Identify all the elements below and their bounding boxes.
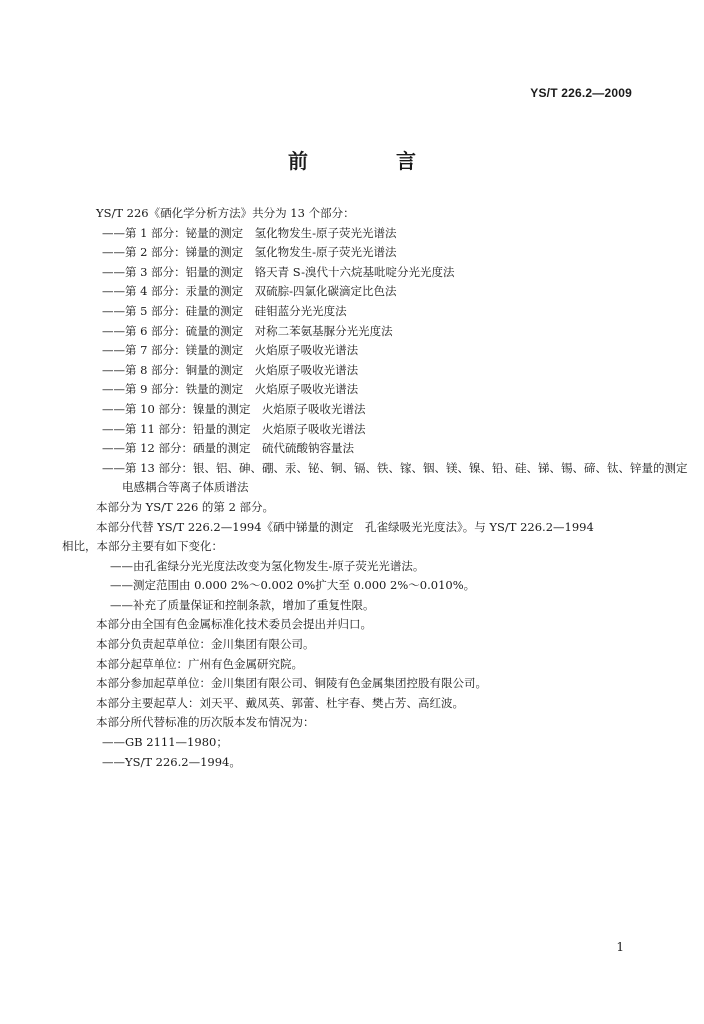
dash-prefix: ——: [102, 284, 125, 299]
list-item-text: 第 4 部分：汞量的测定 双硫腙-四氯化碳滴定比色法: [125, 284, 397, 299]
dash-prefix: ——: [102, 303, 125, 318]
list-item: [62, 263, 642, 283]
dash-prefix: ——: [102, 401, 125, 416]
list-item: [62, 282, 642, 302]
dash-prefix: ——: [102, 421, 125, 436]
list-item-text: 第 11 部分：铅量的测定 火焰原子吸收光谱法: [125, 421, 366, 436]
list-item: [62, 596, 642, 616]
replace-paragraph-line1: 本部分代替 YS/T 226.2—1994《硒中锑量的测定 孔雀绿吸光光度法》。与 YS/T 226.2—1994: [96, 519, 594, 534]
list-item-text: GB 2111—1980；: [125, 735, 228, 750]
info-line: 本部分主要起草人：刘天平、戴凤英、郭蕾、杜宇春、樊占芳、高红波。: [96, 695, 464, 710]
dash-prefix: ——: [102, 441, 125, 456]
list-item: [62, 361, 642, 381]
statement-paragraph: 本部分为 YS/T 226 的第 2 部分。: [96, 499, 275, 514]
list-item-text: 第 5 部分：硅量的测定 硅钼蓝分光光度法: [125, 303, 347, 318]
dash-prefix: ——: [102, 735, 125, 750]
list-item-text: 第 7 部分：镁量的测定 火焰原子吸收光谱法: [125, 343, 359, 358]
info-line: 本部分参加起草单位：金川集团有限公司、铜陵有色金属集团控股有限公司。: [96, 676, 487, 691]
list-item: [62, 341, 642, 361]
list-item-text: 第 10 部分：镍量的测定 火焰原子吸收光谱法: [125, 401, 366, 416]
list-item-text: 第 12 部分：硒量的测定 硫代硫酸钠容量法: [125, 441, 354, 456]
dash-prefix: ——: [110, 558, 133, 573]
list-item-text: 第 3 部分：铝量的测定 铬天青 S-溴代十六烷基吡啶分光光度法: [125, 264, 455, 279]
info-line: 本部分起草单位：广州有色金属研究院。: [96, 656, 303, 671]
dash-prefix: ——: [102, 225, 125, 240]
list-item: [62, 733, 642, 753]
dash-prefix: ——: [102, 245, 125, 260]
dash-prefix: ——: [102, 343, 125, 358]
page-number: 1: [616, 940, 624, 954]
dash-prefix: ——: [102, 323, 125, 338]
foreword-body: [62, 204, 688, 772]
list-item: [62, 380, 642, 400]
list-item-text: 第 9 部分：铁量的测定 火焰原子吸收光谱法: [125, 382, 359, 397]
list-item: [62, 224, 642, 244]
list-item: [62, 459, 688, 479]
list-item-text: 由孔雀绿分光光度法改变为氢化物发生-原子荧光光谱法。: [133, 558, 425, 573]
list-item: [62, 576, 642, 596]
dash-prefix: ——: [102, 754, 125, 769]
dash-prefix: ——: [102, 460, 125, 475]
list-item-text: 第 1 部分：铋量的测定 氢化物发生-原子荧光光谱法: [125, 225, 397, 240]
list-item-continuation: 电感耦合等离子体质谱法: [122, 480, 249, 495]
list-item-text: YS/T 226.2—1994。: [125, 754, 241, 769]
list-item-text: 第 2 部分：锑量的测定 氢化物发生-原子荧光光谱法: [125, 245, 397, 260]
list-item: [62, 302, 642, 322]
list-item: [62, 557, 642, 577]
parts-list: [62, 224, 688, 498]
list-item: [62, 420, 642, 440]
intro-paragraph: YS/T 226《硒化学分析方法》共分为 13 个部分：: [96, 206, 355, 220]
dash-prefix: ——: [110, 597, 133, 612]
list-item: [62, 322, 642, 342]
list-item-text: 第 13 部分：银、铝、砷、硼、汞、铋、铜、镉、铁、镓、铟、镁、镍、铅、硅、锑、锡、碲、钛、锌量的测定: [125, 460, 688, 475]
list-item: [62, 753, 642, 773]
dash-prefix: ——: [102, 362, 125, 377]
dash-prefix: ——: [110, 578, 133, 593]
list-item-text: 补充了质量保证和控制条款，增加了重复性限。: [133, 597, 375, 612]
info-line: 本部分所代替标准的历次版本发布情况为：: [96, 715, 315, 730]
list-item-text: 第 6 部分：硫量的测定 对称二苯氨基脲分光光度法: [125, 323, 393, 338]
history-list: [62, 733, 642, 772]
list-item: [62, 439, 642, 459]
changes-list: [62, 557, 642, 616]
page-title: 前 言: [288, 149, 450, 173]
info-line: 本部分由全国有色金属标准化技术委员会提出并归口。: [96, 617, 372, 632]
dash-prefix: ——: [102, 264, 125, 279]
list-item: [62, 400, 642, 420]
info-line: 本部分负责起草单位：金川集团有限公司。: [96, 637, 315, 652]
replace-paragraph-line2: 相比，本部分主要有如下变化：: [62, 539, 223, 554]
list-item: [62, 243, 642, 263]
list-item-text: 测定范围由 0.000 2%～0.002 0%扩大至 0.000 2%～0.010%。: [133, 578, 476, 593]
dash-prefix: ——: [102, 382, 125, 397]
list-item-text: 第 8 部分：铜量的测定 火焰原子吸收光谱法: [125, 362, 359, 377]
standard-code: YS/T 226.2—2009: [530, 86, 632, 100]
